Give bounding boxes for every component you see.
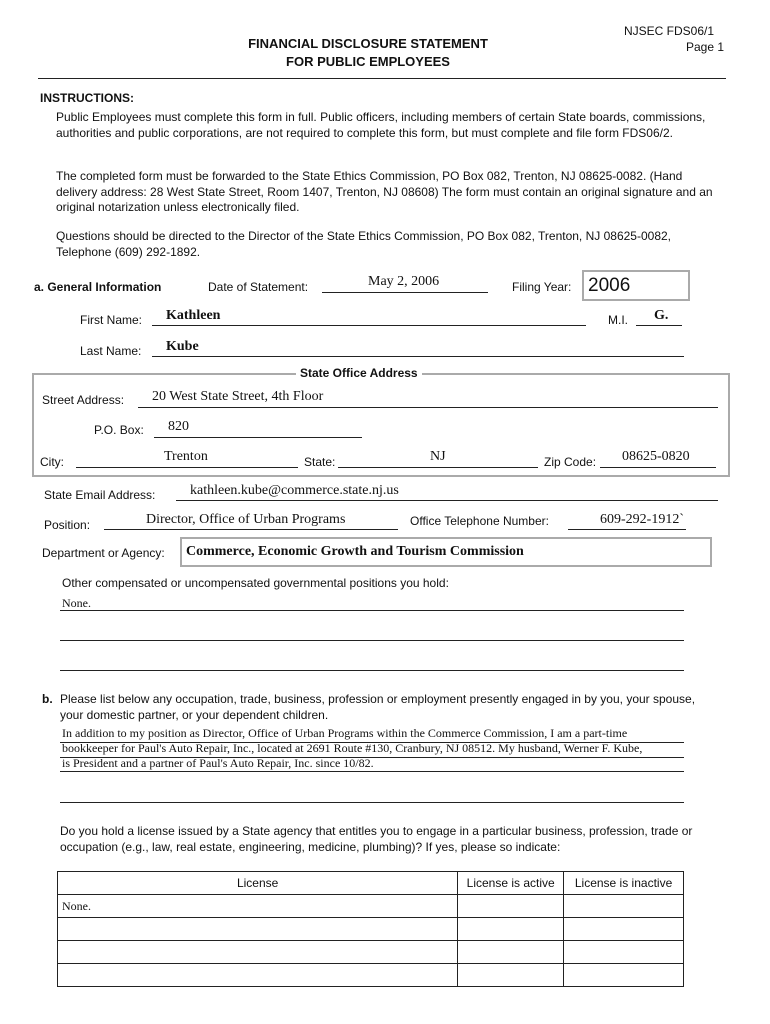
state-field[interactable]: NJ <box>430 449 446 464</box>
date-label: Date of Statement: <box>208 280 309 294</box>
license-inactive-cell[interactable] <box>564 964 684 987</box>
office-telephone-field[interactable]: 609-292-1912` <box>600 512 684 527</box>
table-row <box>58 918 684 941</box>
telephone-underline <box>568 529 686 530</box>
first-name-underline <box>152 325 586 326</box>
table-row <box>58 895 684 918</box>
occupation-answer-line-3[interactable]: is President and a partner of Paul's Auto Repair, Inc. since 10/82. <box>62 756 374 770</box>
instructions-heading: INSTRUCTIONS: <box>40 91 134 105</box>
office-telephone-label: Office Telephone Number: <box>410 514 549 528</box>
section-a-label: a. General Information <box>34 280 162 294</box>
section-b-question: Please list below any occupation, trade, business, profession or employment presently engaged in by you, your spouse, your domestic partner, or your dependent children. <box>60 692 696 722</box>
city-field[interactable]: Trenton <box>164 449 208 464</box>
position-underline <box>104 529 398 530</box>
form-title-line1: FINANCIAL DISCLOSURE STATEMENT <box>248 36 488 51</box>
last-name-label: Last Name: <box>80 344 142 358</box>
other-positions-field[interactable]: None. <box>62 596 91 610</box>
middle-initial-field[interactable]: G. <box>654 308 669 323</box>
page-number: Page 1 <box>686 40 725 54</box>
po-box-field[interactable]: 820 <box>168 419 189 434</box>
license-question: Do you hold a license issued by a State agency that entitles you to engage in a particular business, profession, trade or occupation (e.g., law, real estate, engineering, medicine, plumbing)? If yes, please so indicate: <box>60 824 693 854</box>
license-table <box>57 871 684 987</box>
occupation-answer-line-2[interactable]: bookkeeper for Paul's Auto Repair, Inc., located at 2691 Route #130, Cranbury, NJ 08512. My husband, Werner F. Kube, <box>62 741 643 755</box>
mi-label: M.I. <box>608 313 628 327</box>
email-underline <box>176 500 718 501</box>
last-name-field[interactable]: Kube <box>166 339 199 354</box>
instructions-paragraph-3: Questions should be directed to the Director of the State Ethics Commission, PO Box 082, Trenton, NJ 08625-0082, Telephone (609) 292-1892. <box>56 229 671 259</box>
street-address-field[interactable]: 20 West State Street, 4th Floor <box>152 389 324 404</box>
mi-underline <box>636 325 682 326</box>
table-row <box>58 964 684 987</box>
license-inactive-cell[interactable] <box>564 895 684 918</box>
department-label: Department or Agency: <box>42 546 165 560</box>
license-name-cell[interactable]: None. <box>58 895 458 918</box>
instructions-paragraph-2: The completed form must be forwarded to the State Ethics Commission, PO Box 082, Trenton, NJ 08625-0082. (Hand delivery address: 28 West State Street, Room 1407, Trenton, NJ 08608) The form must contain an original signature and an original notarization unless electronically filed. <box>56 169 713 214</box>
date-of-statement-field[interactable]: May 2, 2006 <box>368 274 440 289</box>
filing-year-box[interactable] <box>582 270 690 301</box>
department-field[interactable]: Commerce, Economic Growth and Tourism Commission <box>186 544 524 559</box>
license-name-cell[interactable] <box>58 918 458 941</box>
city-underline <box>76 467 298 468</box>
license-header-inactive: License is inactive <box>564 872 684 895</box>
state-email-field[interactable]: kathleen.kube@commerce.state.nj.us <box>190 483 399 498</box>
license-name-cell[interactable] <box>58 941 458 964</box>
zip-underline <box>600 467 716 468</box>
first-name-label: First Name: <box>80 313 143 327</box>
license-header-active: License is active <box>458 872 564 895</box>
license-header-license: License <box>58 872 458 895</box>
state-label: State: <box>304 455 336 469</box>
city-label: City: <box>40 455 64 469</box>
filing-year-field[interactable]: 2006 <box>588 275 631 296</box>
street-underline <box>138 407 718 408</box>
occupation-line-3 <box>60 771 684 772</box>
occupation-answer-line-1[interactable]: In addition to my position as Director, Office of Urban Programs within the Commerce Commission, I am a part-time <box>62 726 628 740</box>
license-inactive-cell[interactable] <box>564 941 684 964</box>
other-positions-line-3 <box>60 670 684 671</box>
license-active-cell[interactable] <box>458 941 564 964</box>
zip-code-field[interactable]: 08625-0820 <box>622 449 690 464</box>
table-row <box>58 941 684 964</box>
street-address-label: Street Address: <box>42 393 125 407</box>
other-positions-label: Other compensated or uncompensated governmental positions you hold: <box>62 576 449 590</box>
license-inactive-cell[interactable] <box>564 918 684 941</box>
other-positions-line-1 <box>60 610 684 611</box>
other-positions-line-2 <box>60 640 684 641</box>
license-table-header <box>58 872 684 895</box>
occupation-line-4 <box>60 802 684 803</box>
instructions-paragraph-1: Public Employees must complete this form in full. Public officers, including members of certain State boards, commissions, authorities and public corporations, are not required to complete this form, but must complete and file form FDS06/2. <box>56 110 706 140</box>
position-field[interactable]: Director, Office of Urban Programs <box>146 512 346 527</box>
form-title-line2: FOR PUBLIC EMPLOYEES <box>286 54 450 69</box>
zip-code-label: Zip Code: <box>544 455 597 469</box>
license-active-cell[interactable] <box>458 918 564 941</box>
form-code: NJSEC FDS06/1 <box>624 24 715 38</box>
po-box-label: P.O. Box: <box>94 423 144 437</box>
first-name-field[interactable]: Kathleen <box>166 308 221 323</box>
license-active-cell[interactable] <box>458 964 564 987</box>
license-active-cell[interactable] <box>458 895 564 918</box>
date-underline <box>322 292 488 293</box>
po-box-underline <box>154 437 362 438</box>
section-b-marker: b. <box>42 692 53 706</box>
last-name-underline <box>152 356 684 357</box>
filing-year-label: Filing Year: <box>512 280 572 294</box>
state-office-address-heading: State Office Address <box>296 366 422 380</box>
department-box[interactable] <box>180 537 712 567</box>
state-email-label: State Email Address: <box>44 488 156 502</box>
license-name-cell[interactable] <box>58 964 458 987</box>
state-underline <box>338 467 538 468</box>
header-divider <box>38 78 726 79</box>
position-label: Position: <box>44 518 91 532</box>
